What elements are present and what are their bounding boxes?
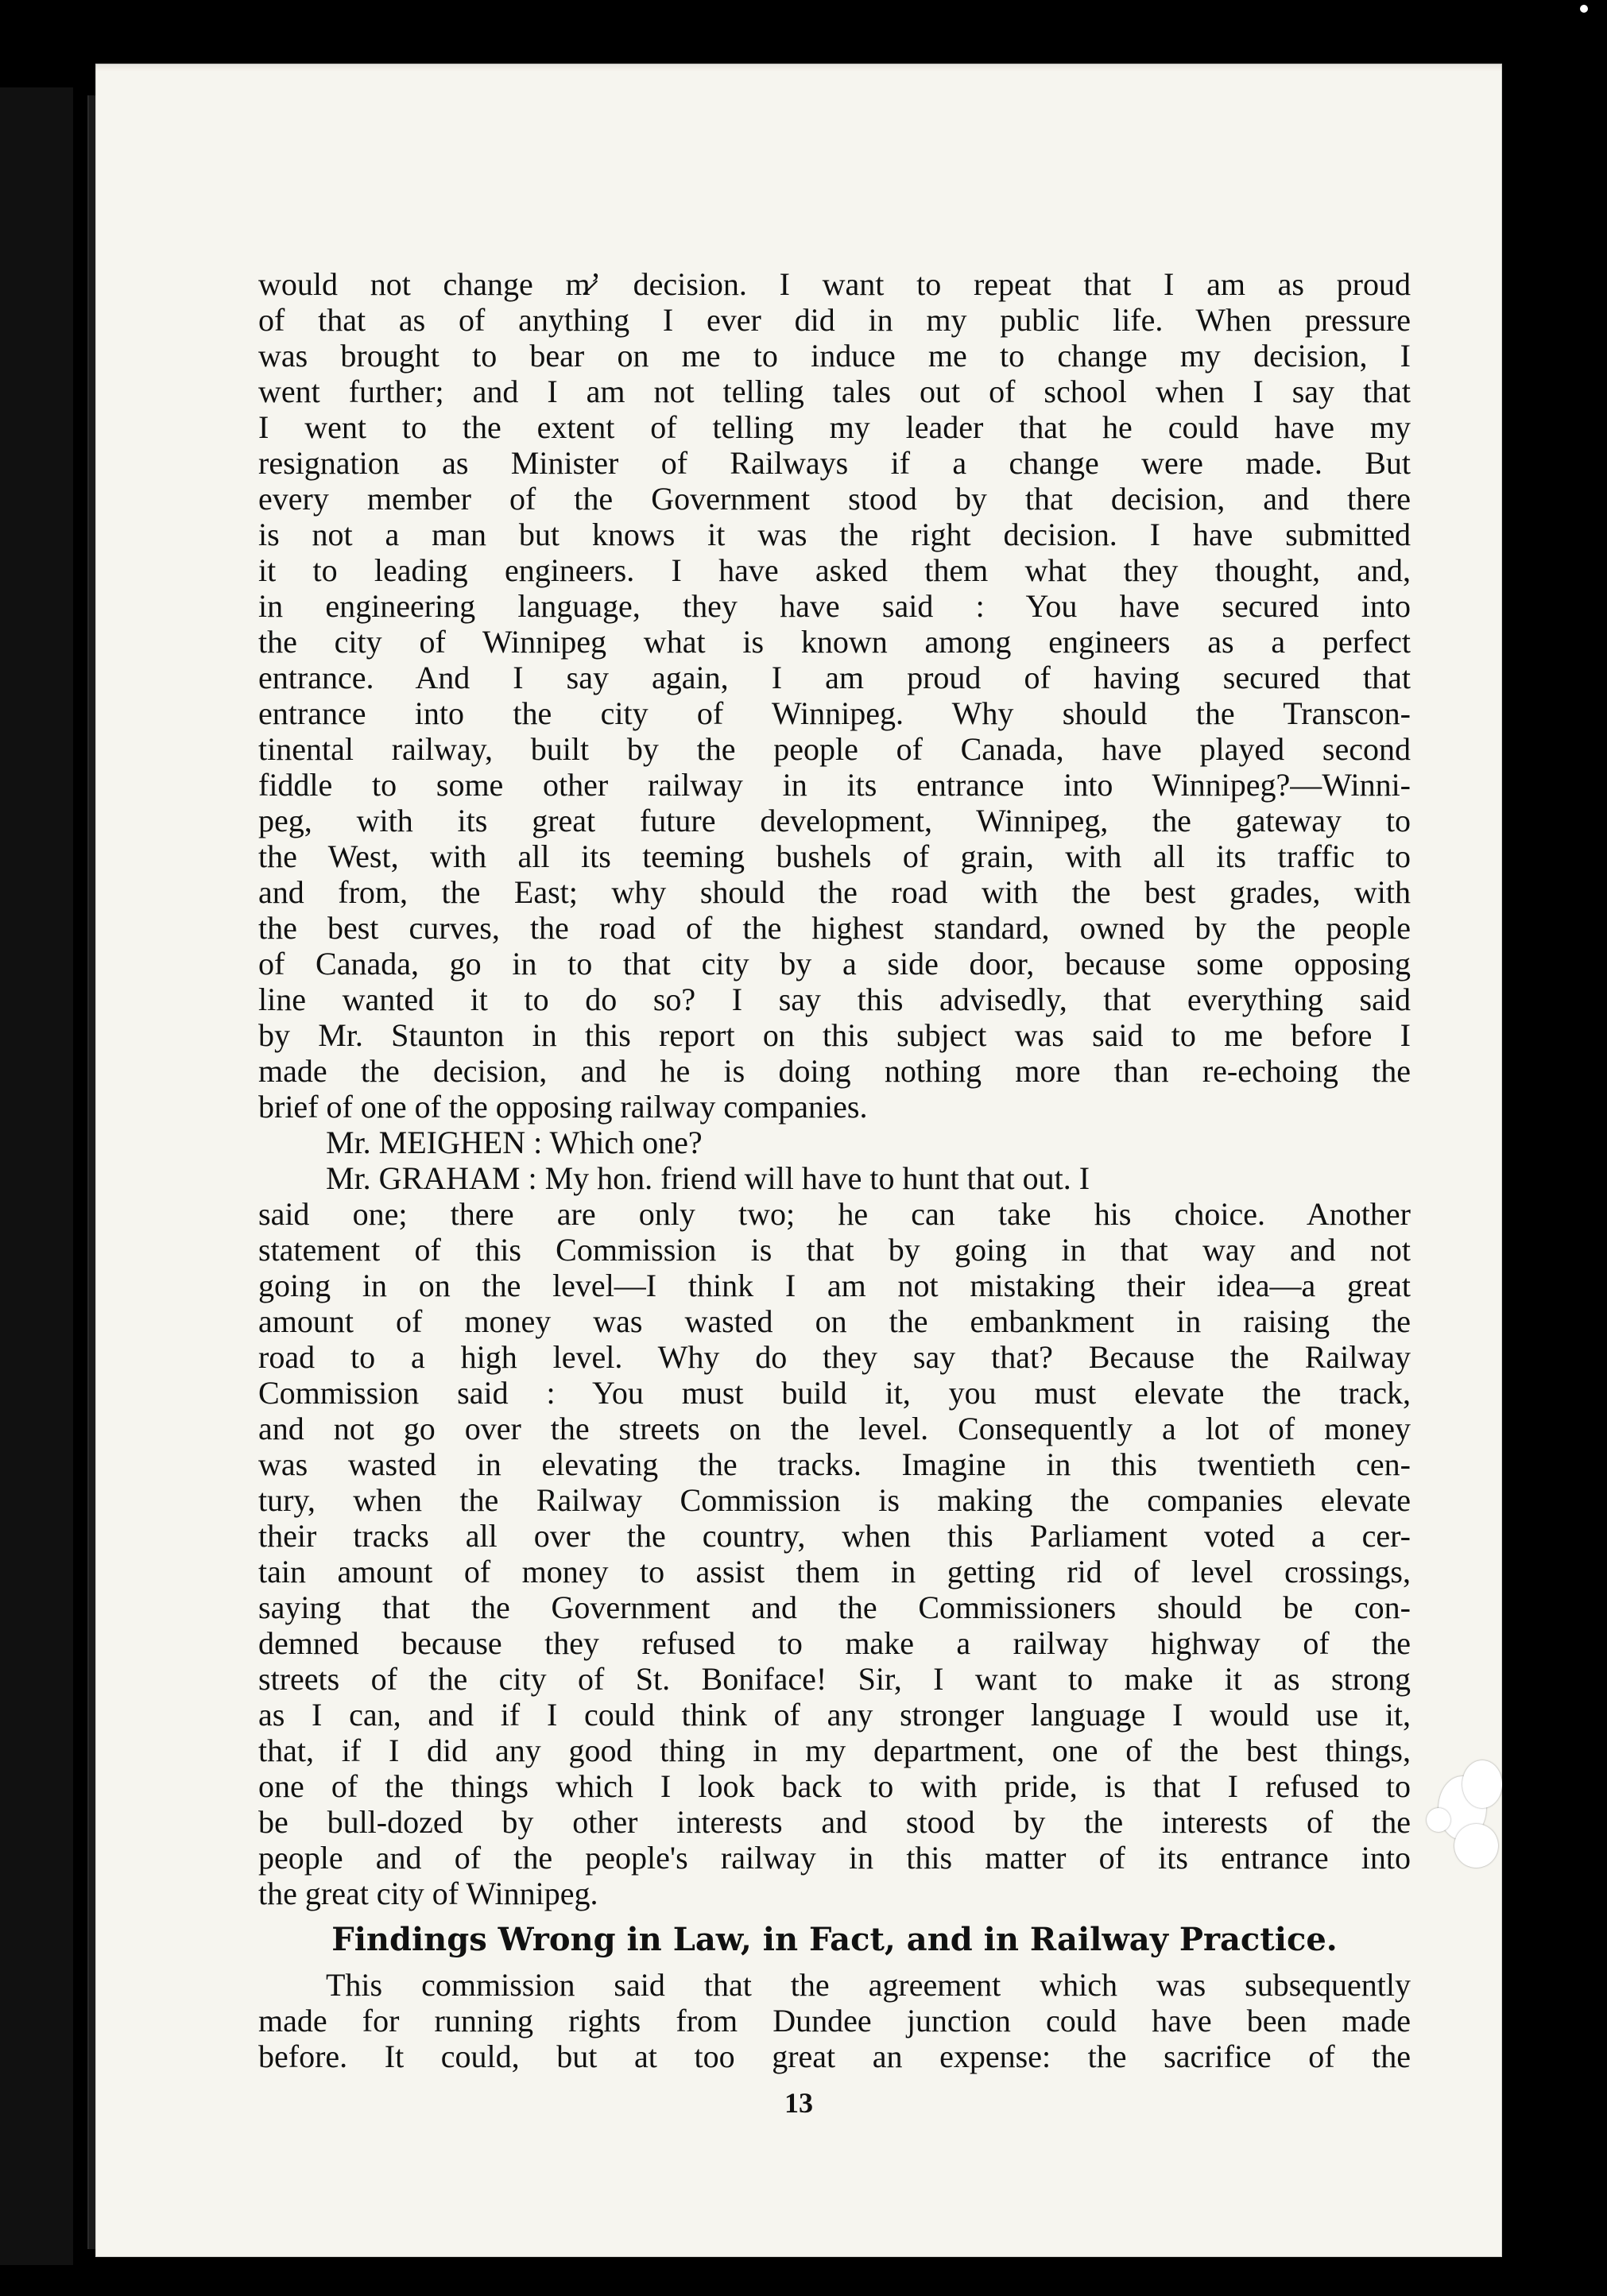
text-line: was brought to bear on me to induce me to change my decision, I (258, 338, 1411, 374)
text-line: and not go over the streets on the level. Consequently a lot of money (258, 1411, 1411, 1446)
text-line: Commission said : You must build it, you must elevate the track, (258, 1375, 1411, 1411)
text-line: Mr. MEIGHEN : Which one? (326, 1125, 703, 1160)
text-line: brief of one of the opposing railway companies. (258, 1089, 868, 1125)
text-line: demned because they refused to make a railway highway of the (258, 1625, 1411, 1661)
text-line: be bull-dozed by other interests and stood by the interests of the (258, 1804, 1411, 1840)
text-line: I went to the extent of telling my leader that he could have my (258, 409, 1411, 445)
text-line: in engineering language, they have said : You have secured into (258, 588, 1411, 624)
text-line: every member of the Government stood by that decision, and there (258, 481, 1411, 517)
text-line: amount of money was wasted on the embankment in raising the (258, 1303, 1411, 1339)
text-line: the city of Winnipeg what is known among engineers as a perfect (258, 624, 1411, 660)
text-line: of that as of anything I ever did in my public life. When pressure (258, 302, 1411, 338)
text-line: went further; and I am not telling tales out of school when I say that (258, 374, 1411, 409)
page-number: 13 (784, 2087, 813, 2119)
text-line: tinental railway, built by the people of Canada, have played second (258, 731, 1411, 767)
text-line: going in on the level—I think I am not mistaking their idea—a great (258, 1268, 1411, 1303)
text-line: of Canada, go in to that city by a side door, because some opposing (258, 946, 1411, 982)
document-page (95, 64, 1502, 2257)
text-line: saying that the Government and the Commissioners should be con- (258, 1589, 1411, 1625)
text-line: Mr. GRAHAM : My hon. friend will have to hunt that out. I (326, 1160, 1090, 1196)
text-line: line wanted it to do so? I say this advisedly, that everything said (258, 982, 1411, 1017)
text-line: by Mr. Staunton in this report on this subject was said to me before I (258, 1017, 1411, 1053)
text-line: streets of the city of St. Boniface! Sir, I want to make it as strong (258, 1661, 1411, 1697)
body-text (258, 266, 1411, 2074)
text-line: resignation as Minister of Railways if a change were made. But (258, 445, 1411, 481)
text-line: that, if I did any good thing in my department, one of the best things, (258, 1733, 1411, 1768)
text-line: people and of the people's railway in this matter of its entrance into (258, 1840, 1411, 1876)
text-line: entrance into the city of Winnipeg. Why should the Transcon- (258, 695, 1411, 731)
scan-speck (1580, 5, 1588, 13)
text-line: their tracks all over the country, when this Parliament voted a cer- (258, 1518, 1411, 1554)
scan-left-border (0, 87, 73, 2265)
text-line: This commission said that the agreement which was subsequently (326, 1967, 1411, 2003)
text-line: tury, when the Railway Commission is making the companies elevate (258, 1482, 1411, 1518)
text-line: as I can, and if I could think of any stronger language I would use it, (258, 1697, 1411, 1733)
text-line: one of the things which I look back to with pride, is that I refused to (258, 1768, 1411, 1804)
text-line: the West, with all its teeming bushels of grain, with all its traffic to (258, 838, 1411, 874)
text-line: fiddle to some other railway in its entrance into Winnipeg?—Winni- (258, 767, 1411, 803)
text-line: statement of this Commission is that by going in that way and not (258, 1232, 1411, 1268)
text-line: made the decision, and he is doing nothing more than re-echoing the (258, 1053, 1411, 1089)
text-line: was wasted in elevating the tracks. Imagine in this twentieth cen- (258, 1446, 1411, 1482)
text-line: is not a man but knows it was the right decision. I have submitted (258, 517, 1411, 552)
text-line: would not change m̷ʼ decision. I want to repeat that I am as proud (258, 266, 1411, 302)
text-line: peg, with its great future development, Winnipeg, the gateway to (258, 803, 1411, 838)
text-line: and from, the East; why should the road with the best grades, with (258, 874, 1411, 910)
text-line: before. It could, but at too great an expense: the sacrifice of the (258, 2039, 1411, 2074)
text-line: said one; there are only two; he can take his choice. Another (258, 1196, 1411, 1232)
text-line: entrance. And I say again, I am proud of having secured that (258, 660, 1411, 695)
text-line: it to leading engineers. I have asked them what they thought, and, (258, 552, 1411, 588)
text-line: tain amount of money to assist them in getting rid of level crossings, (258, 1554, 1411, 1589)
section-heading: Findings Wrong in Law, in Fact, and in Railway Practice. (331, 1921, 1338, 1958)
text-line: the great city of Winnipeg. (258, 1876, 598, 1911)
text-line: the best curves, the road of the highest standard, owned by the people (258, 910, 1411, 946)
text-line: road to a high level. Why do they say that? Because the Railway (258, 1339, 1411, 1375)
text-line: made for running rights from Dundee junction could have been made (258, 2003, 1411, 2039)
